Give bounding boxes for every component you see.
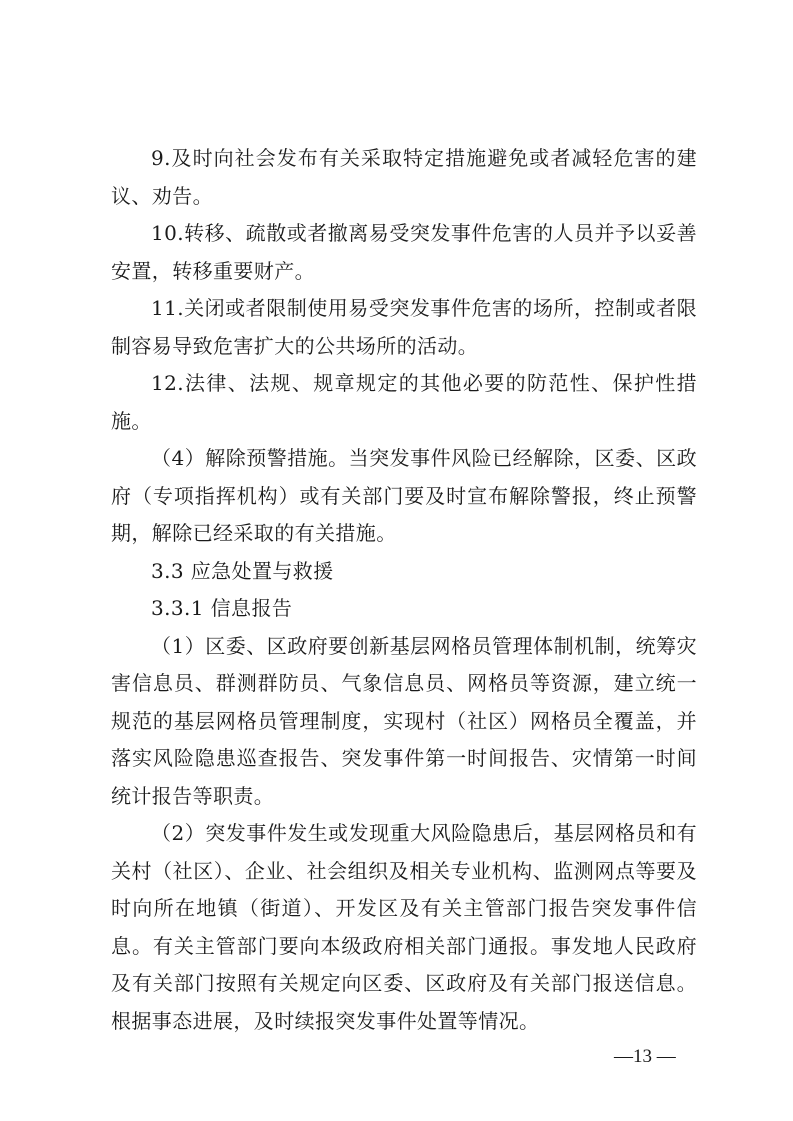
paragraph-item-11: 11.关闭或者限制使用易受突发事件危害的场所，控制或者限制容易导致危害扩大的公共场所的活动。	[111, 296, 697, 358]
page-number: —13 —	[614, 1046, 676, 1067]
section-heading-3-3-1: 3.3.1 信息报告	[151, 596, 293, 620]
paragraph-item-10: 10.转移、疏散或者撤离易受突发事件危害的人员并予以妥善安置，转移重要财产。	[111, 221, 697, 283]
paragraph-item-9: 9.及时向社会发布有关采取特定措施避免或者减轻危害的建议、劝告。	[111, 146, 697, 208]
paragraph-info-report-1: （1）区委、区政府要创新基层网格员管理体制机制，统筹灾害信息员、群测群防员、气象信息员、网格员等资源，建立统一规范的基层网格员管理制度，实现村（社区）网格员全覆盖，并落实风险隐患巡查报告、突发事件第一时间报告、灾情第一时间统计报告等职责。	[111, 633, 697, 808]
paragraph-item-12: 12.法律、法规、规章规定的其他必要的防范性、保护性措施。	[111, 371, 697, 433]
paragraph-info-report-2: （2）突发事件发生或发现重大风险隐患后，基层网格员和有关村（社区）、企业、社会组织及相关专业机构、监测网点等要及时向所在地镇（街道）、开发区及有关主管部门报告突发事件信息。有关主管部门要向本级政府相关部门通报。事发地人民政府及有关部门按照有关规定向区委、区政府及有关部门报送信息。根据事态进展，及时续报突发事件处置等情况。	[111, 821, 697, 1033]
section-heading-3-3: 3.3 应急处置与救援	[151, 558, 334, 583]
paragraph-lift-warning: （4）解除预警措施。当突发事件风险已经解除，区委、区政府（专项指挥机构）或有关部门要及时宣布解除警报，终止预警期，解除已经采取的有关措施。	[111, 446, 697, 545]
document-body	[111, 140, 697, 1040]
